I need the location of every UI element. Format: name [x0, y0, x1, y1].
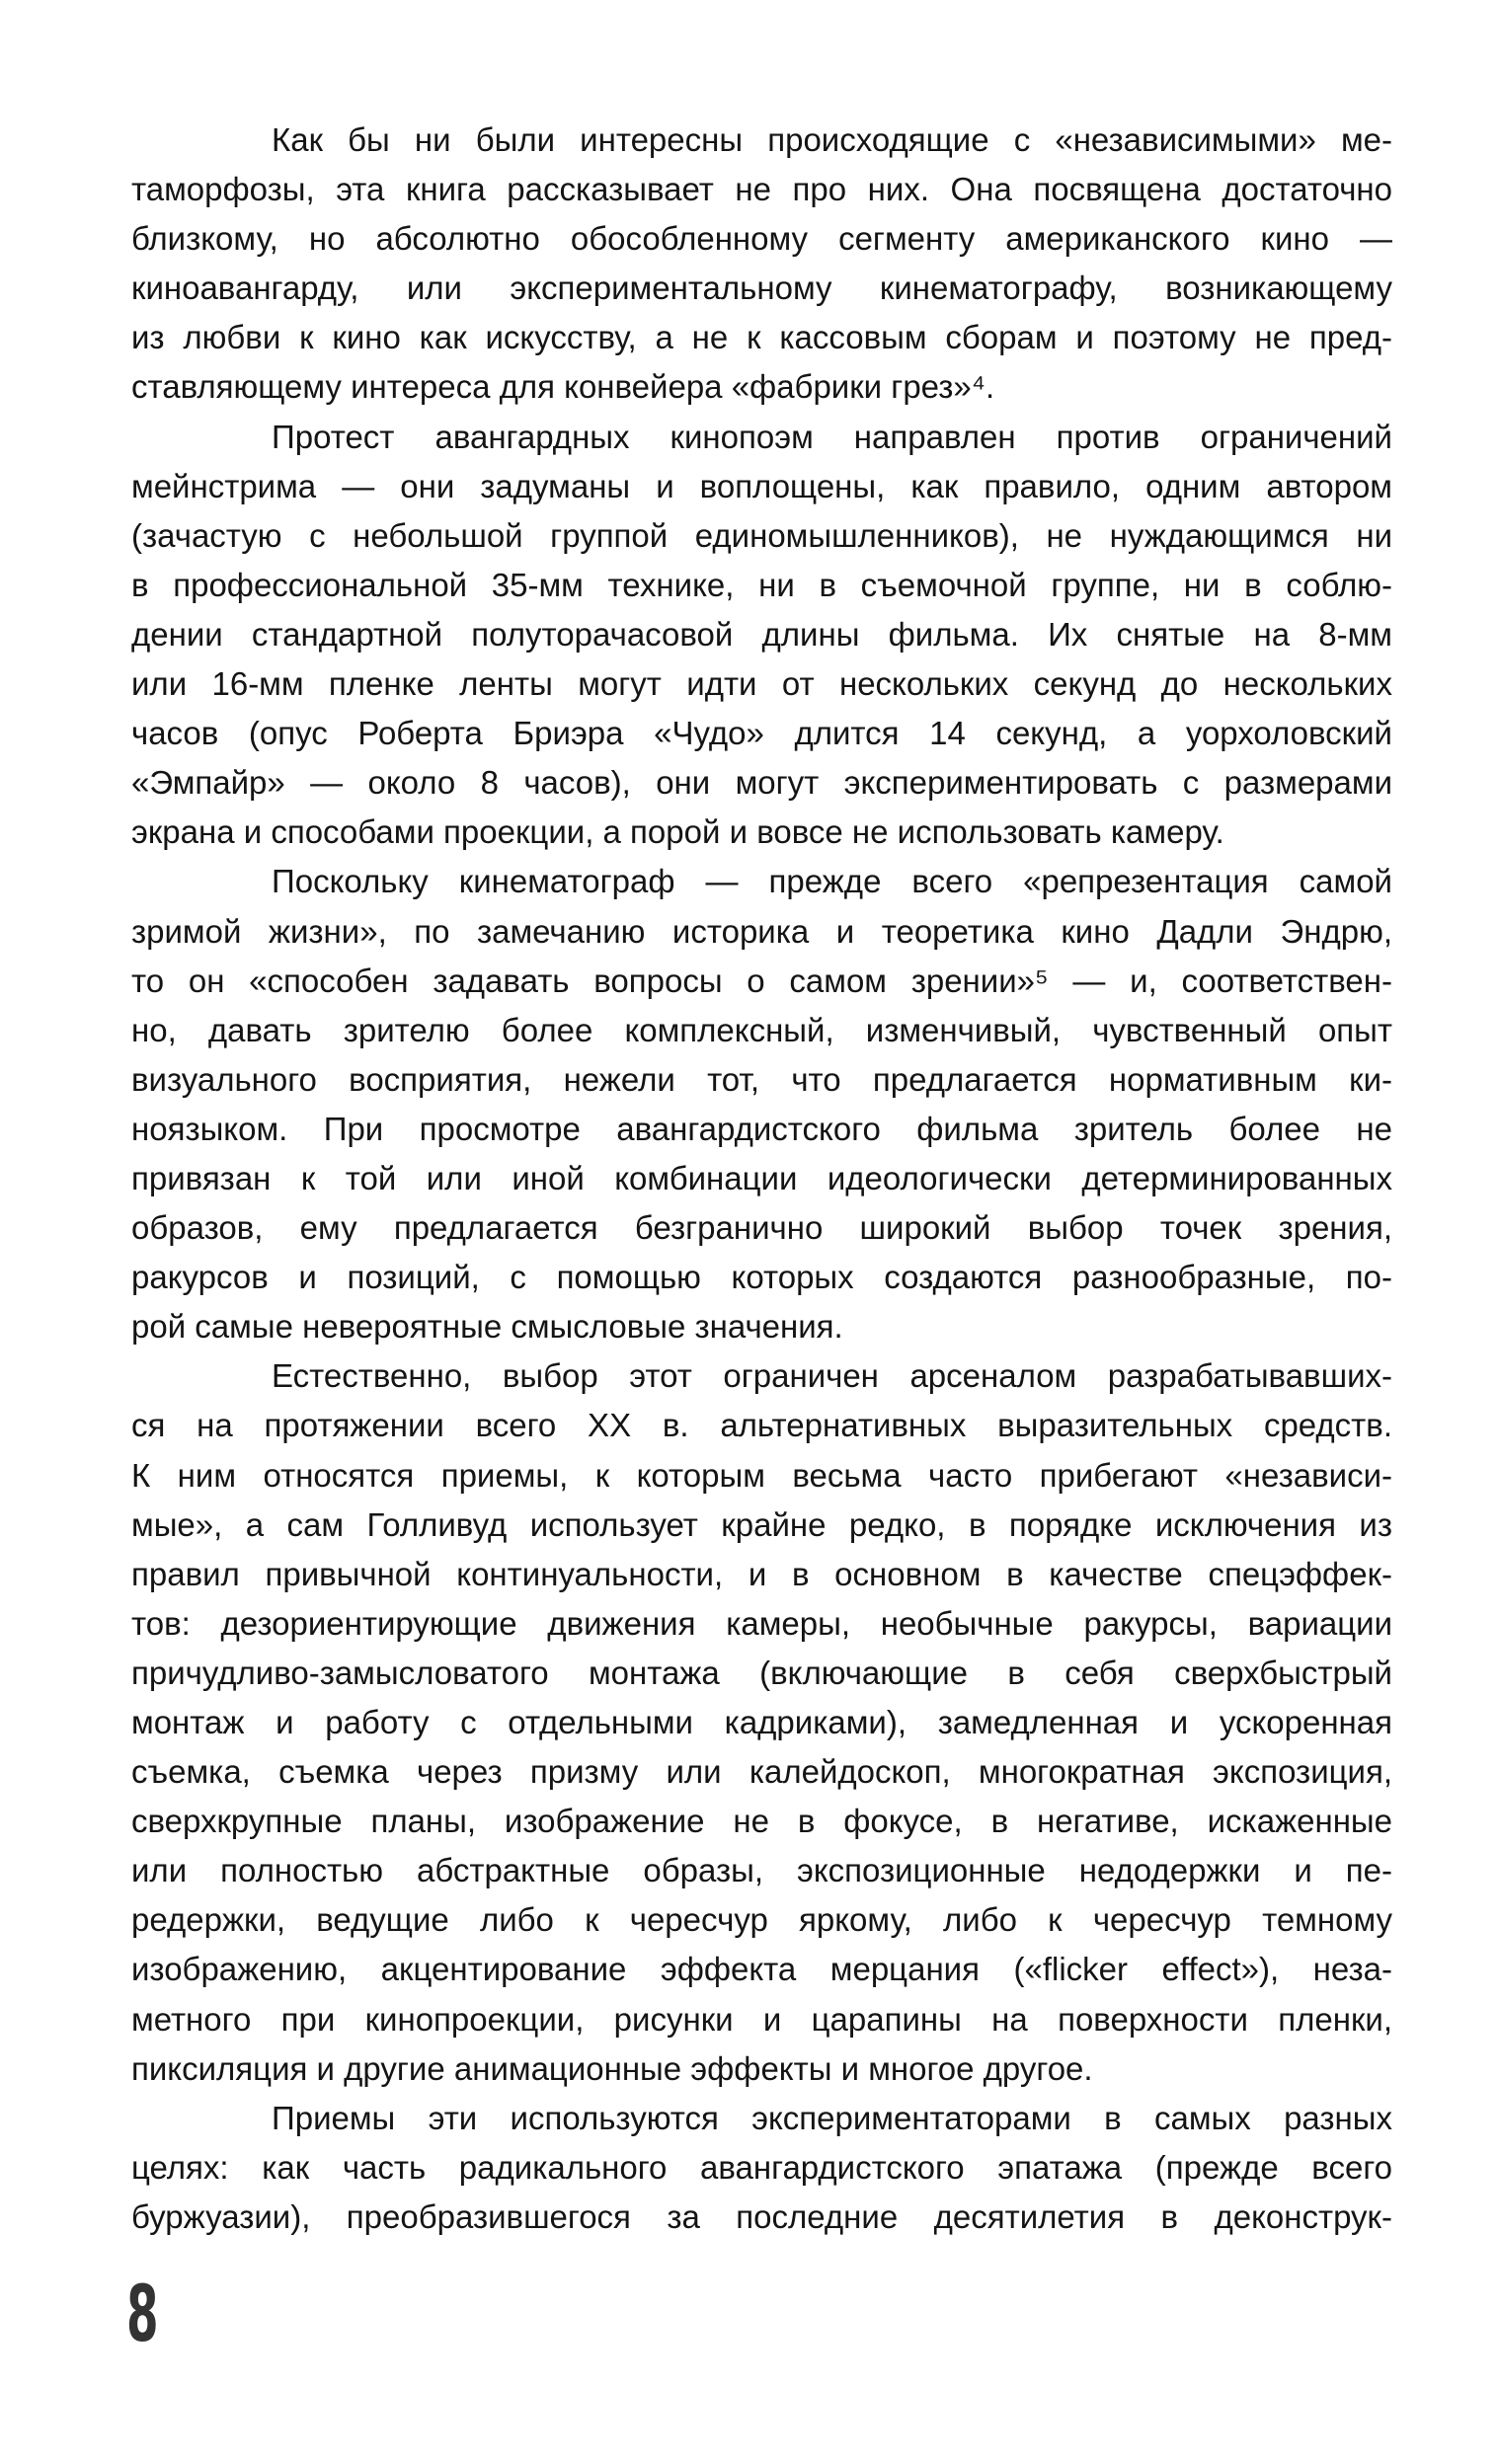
text-line: (зачастую с небольшой группой единомышленников), не нуждающимся ни [131, 516, 1392, 554]
paragraph [131, 857, 1392, 1351]
text-line: рой самые невероятные смысловые значения. [131, 1308, 843, 1346]
text-line: правил привычной континуальности, и в основном в качестве спецэффек- [131, 1555, 1392, 1592]
text-line: или 16-мм пленке ленты могут идти от нескольких секунд до нескольких [131, 665, 1392, 703]
text-line: пиксиляция и другие анимационные эффекты и многое другое. [131, 2049, 1093, 2087]
text-line: Протест авангардных кинопоэм направлен против ограничений [272, 418, 1392, 455]
text-line: ся на протяжении всего XX в. альтернативных выразительных средств. [131, 1407, 1392, 1444]
text-line: или полностью абстрактные образы, экспозиционные недодержки и пе- [131, 1852, 1392, 1889]
text-line: Естественно, выбор этот ограничен арсеналом разрабатывавших- [272, 1357, 1392, 1395]
text-line: метного при кинопроекции, рисунки и царапины на поверхности пленки, [131, 2000, 1392, 2038]
text-line: К ним относятся приемы, к которым весьма часто прибегают «независи- [131, 1456, 1392, 1494]
text-line: «Эмпайр» — около 8 часов), они могут экспериментировать с размерами [131, 764, 1392, 802]
text-line: редержки, ведущие либо к чересчур яркому, либо к чересчур темному [131, 1901, 1392, 1939]
text-line: таморфозы, эта книга рассказывает не про них. Она посвящена достаточно [131, 171, 1392, 208]
text-line: образов, ему предлагается безгранично широкий выбор точек зрения, [131, 1209, 1392, 1247]
text-line: сверхкрупные планы, изображение не в фокусе, в негативе, искаженные [131, 1803, 1392, 1840]
text-line: мейнстрима — они задуманы и воплощены, как правило, одним автором [131, 467, 1392, 504]
text-line: тов: дезориентирующие движения камеры, необычные ракурсы, вариации [131, 1604, 1392, 1642]
text-line: съемка, съемка через призму или калейдоскоп, многократная экспозиция, [131, 1753, 1392, 1791]
paragraph [131, 116, 1392, 413]
text-line: буржуазии), преобразившегося за последние десятилетия в деконструк- [131, 2197, 1392, 2235]
text-line: в профессиональной 35-мм технике, ни в съемочной группе, ни в соблю- [131, 566, 1392, 603]
text-line: целях: как часть радикального авангардистского эпатажа (прежде всего [131, 2148, 1392, 2186]
page-number: 8 [126, 2271, 159, 2359]
text-line: Как бы ни были интересны происходящие с «независимыми» ме- [272, 121, 1392, 158]
paragraph [131, 1351, 1392, 2093]
text-line: киноавангарду, или экспериментальному кинематографу, возникающему [131, 270, 1392, 307]
text-line: экрана и способами проекции, а порой и вовсе не использовать камеру. [131, 813, 1224, 851]
text-line: часов (опус Роберта Бриэра «Чудо» длится 14 секунд, а уорхоловский [131, 715, 1392, 752]
text-line: причудливо-замысловатого монтажа (включающие в себя сверхбыстрый [131, 1654, 1392, 1691]
text-line: из любви к кино как искусству, а не к кассовым сборам и поэтому не пред- [131, 319, 1392, 356]
text-line: зримой жизни», по замечанию историка и теоретика кино Дадли Эндрю, [131, 912, 1392, 950]
paragraph [131, 2094, 1392, 2242]
text-line: но, давать зрителю более комплексный, изменчивый, чувственный опыт [131, 1011, 1392, 1048]
body-text [131, 116, 1392, 2242]
text-line: монтаж и работу с отдельными кадриками), замедленная и ускоренная [131, 1704, 1392, 1740]
paragraph [131, 413, 1392, 858]
text-line: визуального восприятия, нежели тот, что предлагается нормативным ки- [131, 1060, 1392, 1098]
text-line: близкому, но абсолютно обособленному сегменту американского кино — [131, 220, 1392, 258]
text-line: Поскольку кинематограф — прежде всего «репрезентация самой [272, 863, 1392, 900]
text-line: мые», а сам Голливуд использует крайне редко, в порядке исключения из [131, 1505, 1392, 1543]
text-line: ноязыком. При просмотре авангардистского фильма зритель более не [131, 1110, 1392, 1147]
text-line: то он «способен задавать вопросы о самом зрении»⁵ — и, соответствен- [131, 962, 1392, 999]
text-line: Приемы эти используются экспериментаторами в самых разных [272, 2099, 1392, 2136]
text-line: привязан к той или иной комбинации идеологически детерминированных [131, 1159, 1392, 1196]
text-line: изображению, акцентирование эффекта мерцания («flicker effect»), неза- [131, 1951, 1392, 1988]
text-line: ставляющему интереса для конвейера «фабрики грез»⁴. [131, 368, 995, 406]
text-line: ракурсов и позиций, с помощью которых создаются разнообразные, по- [131, 1259, 1392, 1296]
text-line: дении стандартной полуторачасовой длины фильма. Их снятые на 8-мм [131, 615, 1392, 653]
